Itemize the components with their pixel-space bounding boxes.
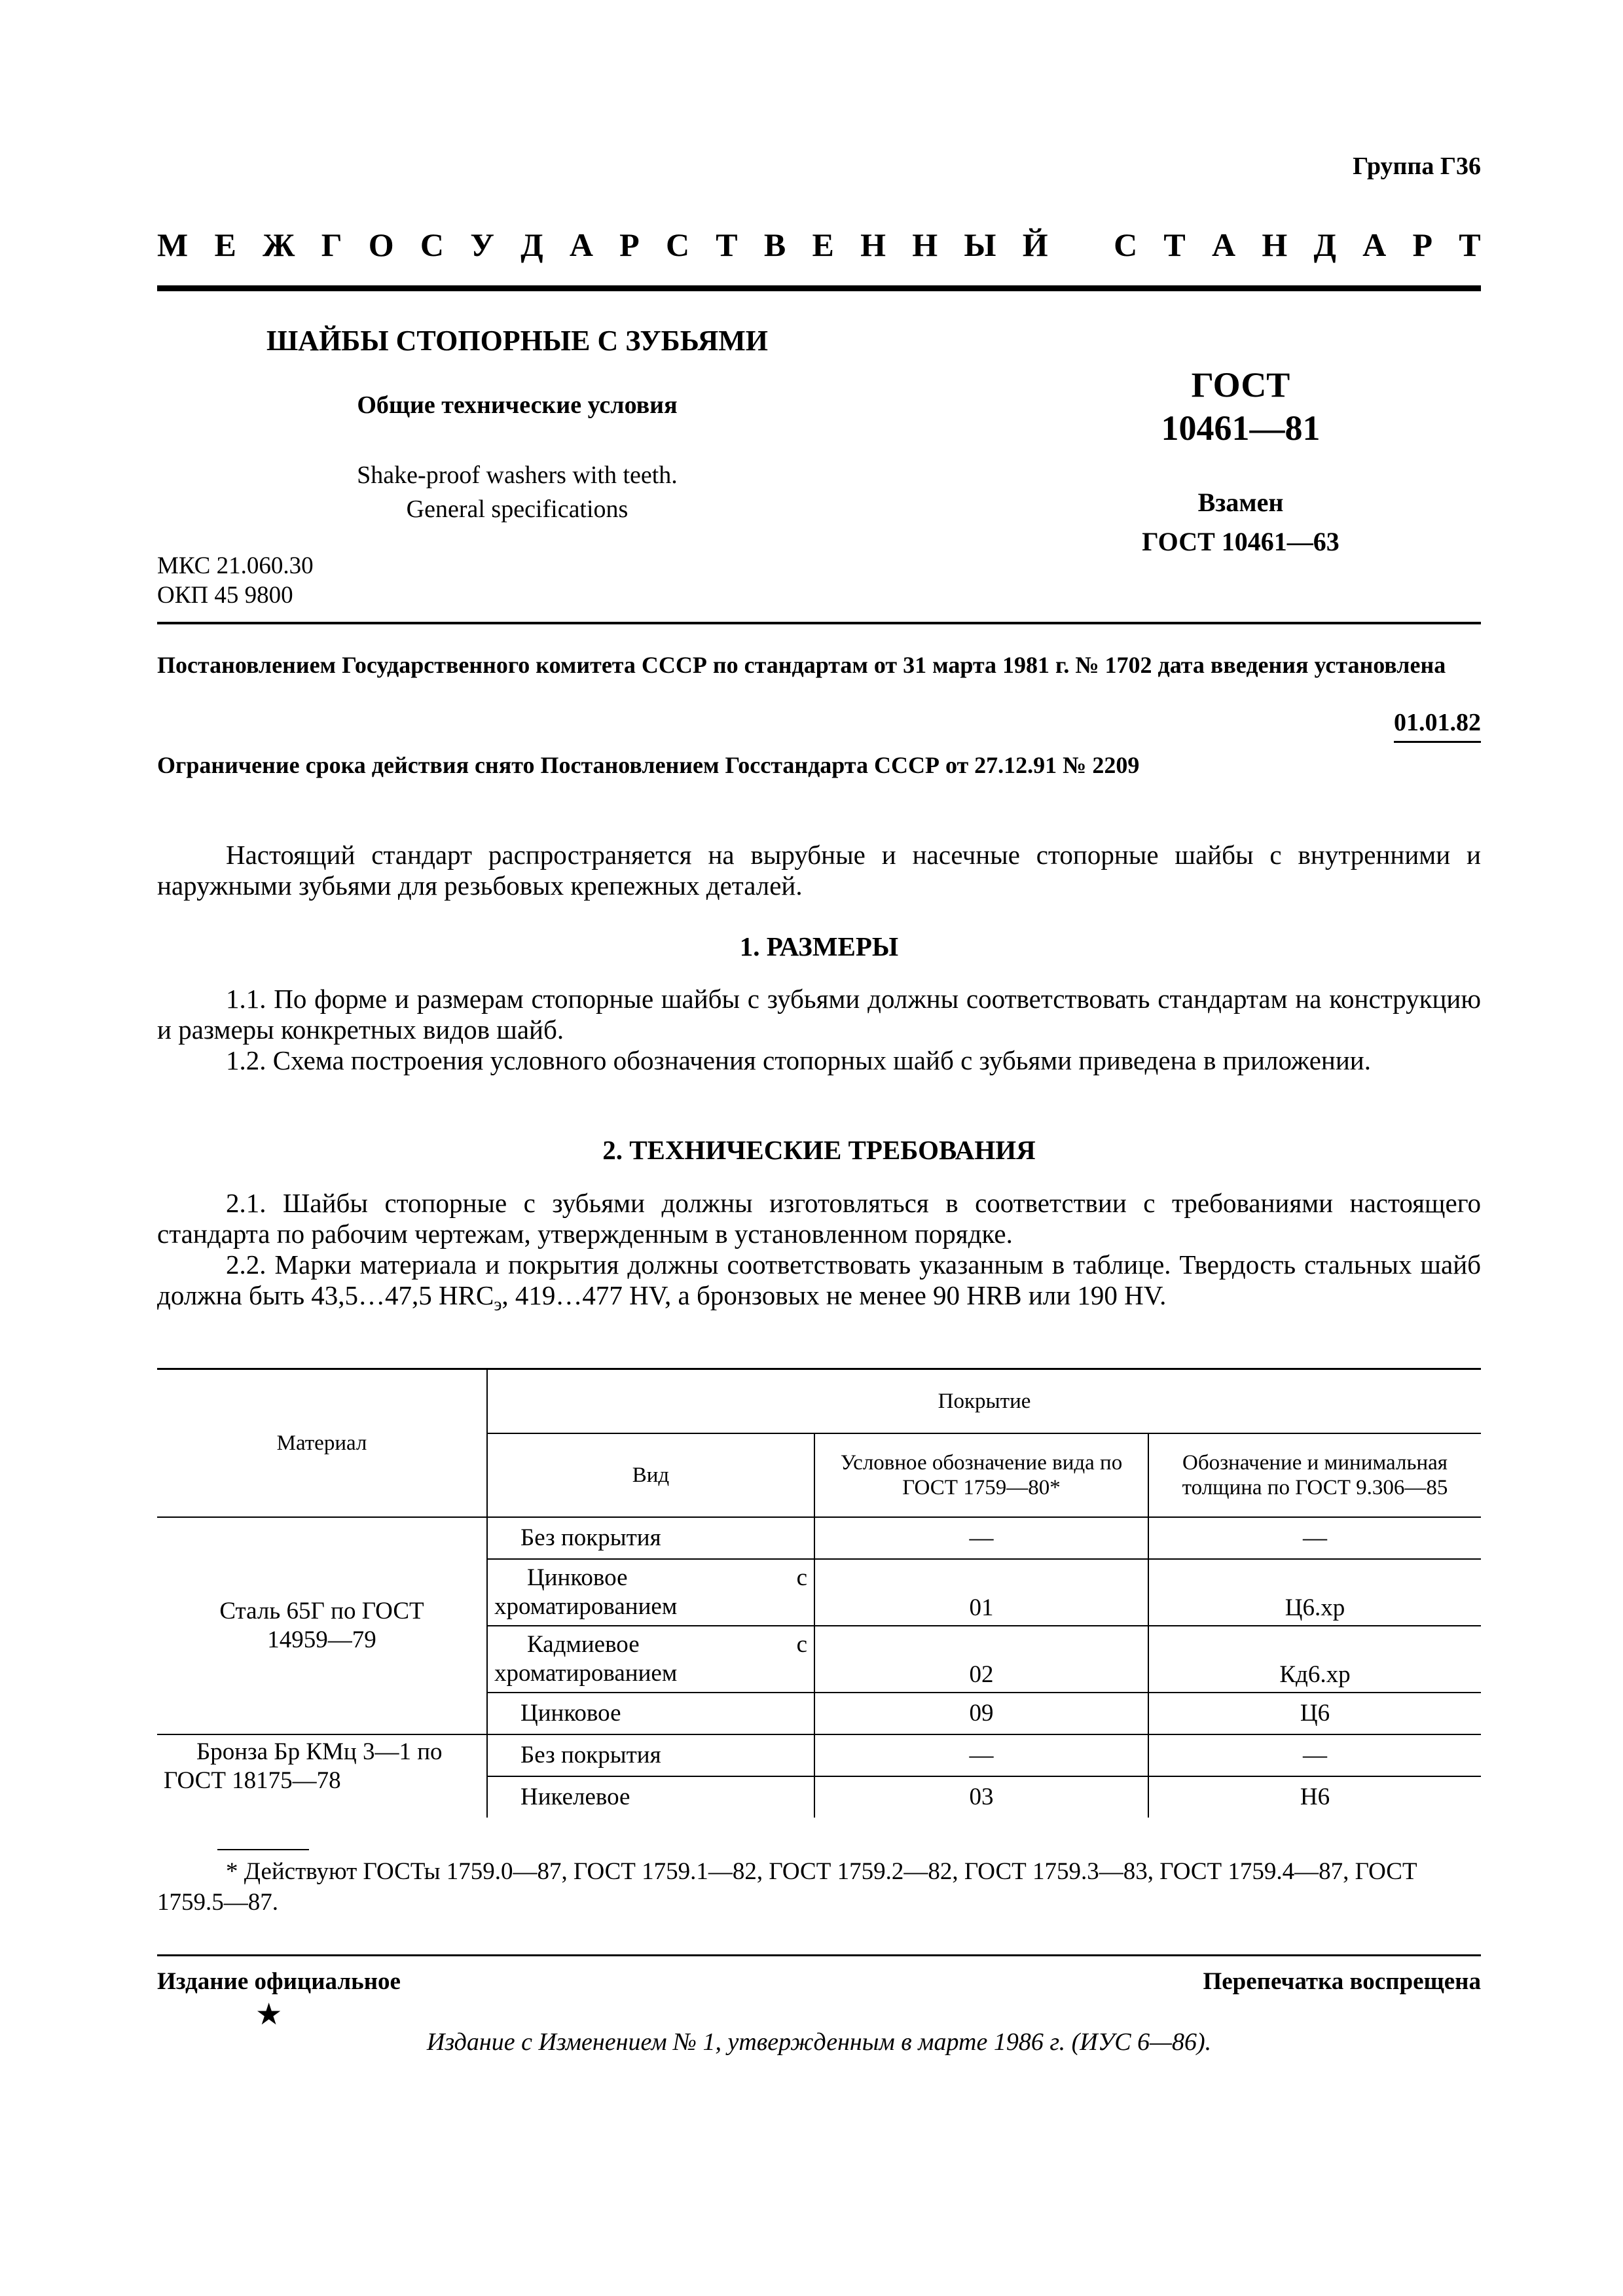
footnote-rule	[217, 1849, 309, 1850]
gost-label: ГОСТ	[1191, 365, 1290, 404]
coating-designation: Н6	[1148, 1776, 1481, 1818]
gost-number-block	[1021, 363, 1460, 450]
coating-designation: Кд6.хр	[1148, 1626, 1481, 1693]
coating-designation: Ц6	[1148, 1693, 1481, 1734]
header-coating: Покрытие	[487, 1369, 1481, 1434]
english-title-line-2: General specifications	[406, 495, 629, 523]
header-kind: Вид	[487, 1433, 814, 1517]
decree-text: Постановлением Государственного комитета СССР по стандартам от 31 марта 1981 г. № 1702 дата введения установлена	[157, 652, 1446, 678]
classification-codes	[157, 551, 314, 610]
banner-letter: Й	[1022, 226, 1048, 263]
coating-code: 02	[814, 1626, 1148, 1693]
banner-letter: Р	[619, 226, 640, 263]
replaces-label: Взамен	[1197, 488, 1284, 517]
paragraph-2-1: 2.1. Шайбы стопорные с зубьями должны изготовляться в соответствии с требованиями настоящего стандарта по рабочим чертежам, утвержденным в установленном порядке.	[157, 1188, 1481, 1249]
intro-paragraph: Настоящий стандарт распространяется на вырубные и насечные стопорные шайбы с внутренними и наружными зубьями для резьбовых крепежных деталей.	[157, 840, 1481, 901]
banner-letter: Ы	[964, 226, 996, 263]
document-subtitle: Общие технические условия	[357, 391, 678, 419]
group-code: Группа Г36	[1353, 152, 1481, 180]
banner-letter: Т	[716, 226, 738, 263]
footnote: * Действуют ГОСТы 1759.0—87, ГОСТ 1759.1—82, ГОСТ 1759.2—82, ГОСТ 1759.3—83, ГОСТ 1759.4—87, ГОСТ 1759.5—87.	[157, 1858, 1417, 1916]
star-icon: ★	[255, 1998, 283, 2031]
official-edition-label: Издание официальное	[157, 1968, 401, 1995]
gost-number: 10461—81	[1161, 408, 1321, 448]
coating-kind: Кадмиевое с хроматированием	[487, 1626, 814, 1693]
replaces-number: ГОСТ 10461—63	[1142, 527, 1340, 556]
coating-kind: Никелевое	[487, 1776, 814, 1818]
document-title: ШАЙБЫ СТОПОРНЫЕ С ЗУБЬЯМИ	[266, 325, 769, 357]
paragraph-2-2-end: , 419…477 HV, а бронзовых не менее 90 HRB или 190 HV.	[501, 1280, 1167, 1310]
banner-letter: У	[470, 226, 494, 263]
banner-letter: А	[569, 226, 593, 263]
okp-code: ОКП 45 9800	[157, 582, 293, 609]
header-code: Условное обозначение вида по ГОСТ 1759—80*	[814, 1433, 1148, 1517]
banner-letter: С	[1114, 226, 1138, 263]
banner-word-gap	[1074, 226, 1087, 264]
mks-code: МКС 21.060.30	[157, 552, 314, 579]
coating-kind: Цинковое с хроматированием	[487, 1559, 814, 1626]
coating-kind: Без покрытия	[487, 1734, 814, 1776]
english-title	[157, 458, 877, 526]
coating-designation: Ц6.хр	[1148, 1559, 1481, 1626]
coating-code: 09	[814, 1693, 1148, 1734]
banner-letter: Е	[812, 226, 834, 263]
section-2-heading: 2. ТЕХНИЧЕСКИЕ ТРЕБОВАНИЯ	[602, 1135, 1036, 1165]
paragraph-2-2	[157, 1249, 1481, 1320]
materials-coatings-table	[157, 1368, 1481, 1818]
standard-banner	[157, 226, 1481, 264]
hrc-subscript: э	[494, 1295, 502, 1316]
coating-kind: Цинковое	[487, 1693, 814, 1734]
header-material: Материал	[157, 1369, 487, 1518]
banner-letter: Н	[1262, 226, 1288, 263]
banner-letter: Е	[214, 226, 236, 263]
limit-removed-text: Ограничение срока действия снято Постановлением Госстандарта СССР от 27.12.91 № 2209	[157, 752, 1140, 778]
banner-letter: Ж	[263, 226, 295, 263]
coating-code: 03	[814, 1776, 1148, 1818]
banner-letter: С	[665, 226, 690, 263]
banner-letter: Г	[321, 226, 342, 263]
banner-letter: Р	[1412, 226, 1433, 263]
coating-designation: —	[1148, 1734, 1481, 1776]
coating-code: —	[814, 1517, 1148, 1559]
banner-letter: О	[368, 226, 394, 263]
edition-note: Издание с Изменением № 1, утвержденным в марте 1986 г. (ИУС 6—86).	[426, 2028, 1212, 2056]
paragraph-1-2: 1.2. Схема построения условного обозначения стопорных шайб с зубьями приведена в приложении.	[226, 1045, 1371, 1075]
no-reprint-label: Перепечатка воспрещена	[1203, 1968, 1481, 1995]
header-rule	[157, 622, 1481, 624]
english-title-line-1: Shake-proof washers with teeth.	[357, 461, 678, 489]
header-designation: Обозначение и минимальная толщина по ГОСТ 9.306—85	[1148, 1433, 1481, 1517]
coating-kind: Без покрытия	[487, 1517, 814, 1559]
coating-designation: —	[1148, 1517, 1481, 1559]
paragraph-2-2-start: 2.2. Марки материала и покрытия должны соответствовать указанным в таблице. Твердость стальных шайб должна быть 43,5…47,5 HRC	[157, 1249, 1481, 1310]
material-steel: Сталь 65Г по ГОСТ 14959—79	[157, 1517, 487, 1734]
banner-letter: Т	[1163, 226, 1186, 263]
table-row	[157, 1734, 1481, 1776]
replaces-block	[1021, 483, 1460, 562]
table-header-row-1	[157, 1369, 1481, 1434]
banner-letter: М	[157, 226, 189, 263]
banner-letter: Н	[912, 226, 938, 263]
banner-letter: Н	[860, 226, 886, 263]
top-rule	[157, 285, 1481, 291]
section-1-heading: 1. РАЗМЕРЫ	[739, 931, 899, 961]
material-bronze: Бронза Бр КМц 3—1 по ГОСТ 18175—78	[164, 1738, 443, 1794]
introduction-date: 01.01.82	[1394, 708, 1481, 743]
banner-letter: Д	[1313, 226, 1336, 263]
coating-code: 01	[814, 1559, 1148, 1626]
banner-letter: А	[1362, 226, 1387, 263]
coating-code: —	[814, 1734, 1148, 1776]
footer-rule	[157, 1954, 1481, 1956]
banner-letter: А	[1212, 226, 1236, 263]
paragraph-1-1: 1.1. По форме и размерам стопорные шайбы с зубьями должны соответствовать стандартам на конструкцию и размеры конкретных видов шайб.	[157, 984, 1481, 1045]
banner-letter: В	[763, 226, 786, 263]
banner-letter: Т	[1459, 226, 1481, 263]
table-row	[157, 1517, 1481, 1559]
banner-letter: Д	[520, 226, 543, 263]
banner-letter: С	[420, 226, 445, 263]
